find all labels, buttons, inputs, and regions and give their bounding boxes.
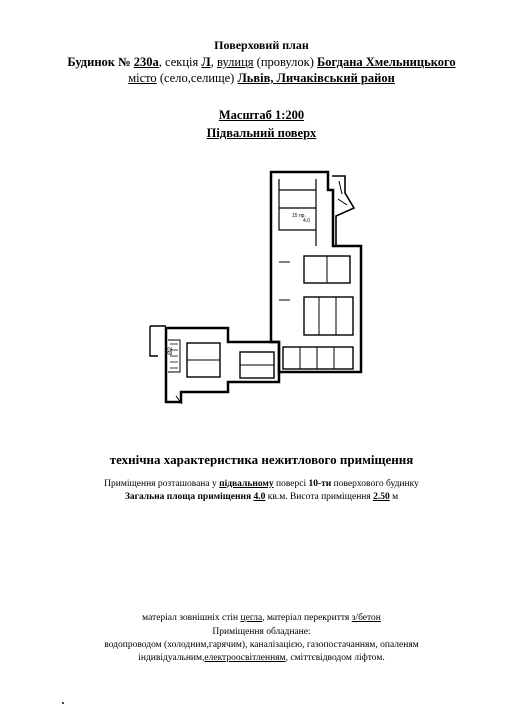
height-unit: м [392, 492, 399, 502]
scan-dot [62, 702, 64, 704]
room-label: 15 пр. [292, 213, 306, 219]
location-floor: підвальному [219, 479, 274, 489]
utilities-lighting: електроосвітленням [204, 653, 286, 663]
page-title: Поверховий план [214, 38, 309, 52]
height-value: 2.50 [373, 492, 390, 502]
section-value: Л [201, 55, 211, 69]
utilities-line-2 [0, 653, 523, 663]
street-word: вулиця [216, 55, 254, 69]
walls-value: цегла [240, 613, 263, 623]
building-number: 230а [133, 55, 159, 69]
room-area-label: 4,0 [303, 218, 310, 224]
section-prefix: , секція [158, 55, 199, 69]
location-suffix: поверхового будинку [333, 479, 419, 489]
utilities-line-1: водопроводом (холодним,гарячим), каналізацією, газопостачанням, опаленям [104, 640, 419, 650]
area-line [0, 492, 523, 502]
materials-line [0, 613, 523, 623]
location-prefix: Приміщення розташована у [104, 479, 217, 489]
street-name: Богдана Хмельницького [317, 55, 456, 69]
svg-text:Ø2: Ø2 [168, 346, 174, 355]
location-mid: поверсі [276, 479, 307, 489]
city-suffix: (село,селище) [159, 71, 235, 85]
area-label: Загальна площа приміщення [124, 492, 252, 502]
walls-prefix: матеріал зовнішніх стін [142, 613, 239, 623]
ceiling-value: з/бетон [351, 613, 381, 623]
scale-label: Масштаб 1:200 [218, 108, 305, 122]
street-suffix: (провулок) [256, 55, 314, 69]
area-unit: кв.м. Висота приміщення [267, 492, 371, 502]
characteristics-title: технічна характеристика нежитлового приміщення [109, 452, 414, 467]
utilities-heating: індивідуальним, [138, 653, 205, 663]
ceiling-prefix: , матеріал перекриття [262, 613, 350, 623]
utilities-rest: , сміттєвідводом ліфтом. [285, 653, 385, 663]
building-prefix: Будинок № [67, 55, 131, 69]
area-value: 4.0 [253, 492, 266, 502]
street-prefix: , [210, 55, 214, 69]
location-floors: 10-ти [308, 479, 332, 489]
location-line [0, 479, 523, 489]
city-word: місто [128, 71, 157, 85]
city-name: Львів, Личаківський район [237, 71, 395, 85]
floor-label: Підвальний поверх [206, 126, 317, 140]
equipped-line: Приміщення обладнане: [212, 627, 311, 637]
